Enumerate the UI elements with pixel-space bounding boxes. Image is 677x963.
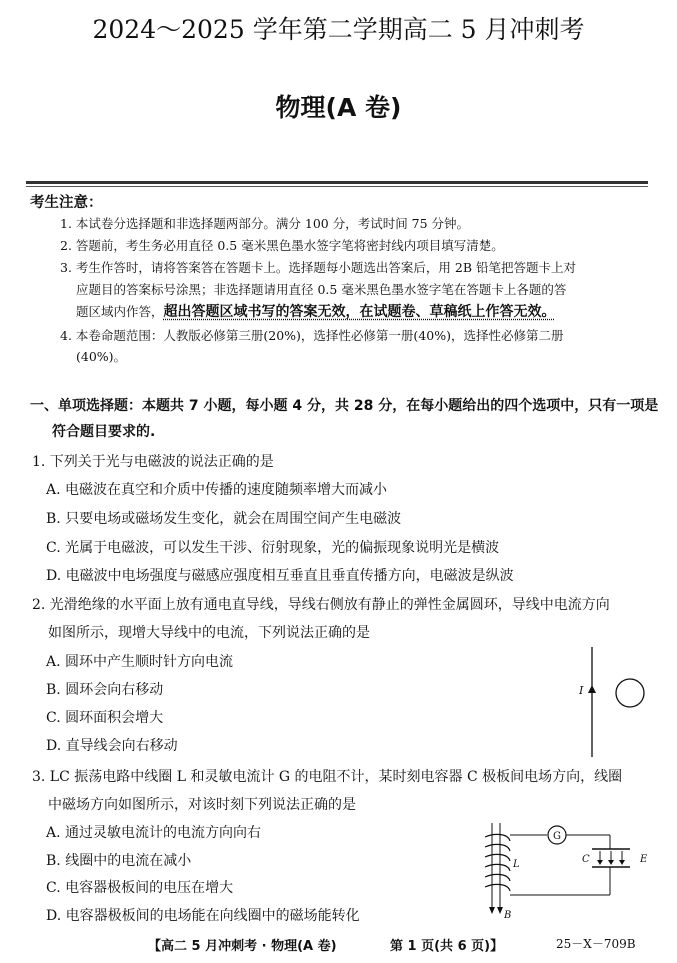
- footer-code: 25－X－709B: [556, 937, 636, 951]
- question-2-stem-line-2: 如图所示，现增大导线中的电流，下列说法正确的是: [48, 625, 370, 641]
- capacitor-label-c: C: [582, 854, 590, 865]
- galvanometer-label: G: [553, 831, 561, 842]
- field-arrow-left-icon: [489, 907, 495, 914]
- notice-item-2: 2. 答题前，考生务必用直径 0.5 毫米黑色墨水签字笔将密封线内项目填写清楚。: [60, 238, 504, 253]
- notice-emphasis: 超出答题区域书写的答案无效，在试题卷、草稿纸上作答无效。: [163, 304, 556, 320]
- metal-ring: [616, 679, 644, 707]
- divider-thin: [26, 186, 648, 187]
- field-label-e: E: [640, 854, 648, 865]
- field-label-b: B: [504, 910, 512, 920]
- coil-label-l: L: [513, 859, 520, 870]
- question-2-option-a: A. 圆环中产生顺时针方向电流: [46, 654, 234, 670]
- coil-windings: [485, 834, 510, 891]
- question-3-figure: [480, 815, 660, 920]
- question-3-stem-line-1: 3. LC 振荡电路中线圈 L 和灵敏电流计 G 的电阻不计，某时刻电容器 C 极板间电场方向，线圈: [32, 769, 623, 785]
- current-label: I: [579, 684, 584, 697]
- notice-item-3-line-3: [76, 301, 556, 321]
- notice-item-4-line-2: (40%)。: [76, 349, 127, 364]
- notice-item-3-line-1: 3. 考生作答时，请将答案答在答题卡上。选择题每小题选出答案后，用 2B 铅笔把答题卡上对: [60, 260, 576, 275]
- question-1-stem: 1. 下列关于光与电磁波的说法正确的是: [32, 454, 274, 470]
- notice-item-3-line-2: 应题目的答案标号涂黑；非选择题请用直径 0.5 毫米黑色墨水签字笔在答题卡上各题的答: [76, 282, 567, 297]
- question-2-option-b: B. 圆环会向右移动: [46, 682, 164, 698]
- subject-title: 物理(A 卷): [275, 93, 402, 122]
- section-heading-line-1: 一、单项选择题：本题共 7 小题，每小题 4 分，共 28 分，在每小题给出的四个选项中，只有一项是: [30, 398, 659, 414]
- question-3-option-b: B. 线圈中的电流在减小: [46, 853, 192, 869]
- question-3-option-d: D. 电容器极板间的电场能在向线圈中的磁场能转化: [46, 908, 360, 924]
- current-arrow-icon: [588, 685, 596, 693]
- question-1-option-b: B. 只要电场或磁场发生变化，就会在周围空间产生电磁波: [46, 511, 402, 527]
- question-3-option-c: C. 电容器极板间的电压在增大: [46, 880, 234, 896]
- notice-heading: 考生注意：: [30, 195, 103, 211]
- notice-item-4-line-1: 4. 本卷命题范围：人教版必修第三册(20%)，选择性必修第一册(40%)，选择性必修第二册: [60, 328, 564, 343]
- question-3-option-a: A. 通过灵敏电流计的电流方向向右: [46, 825, 262, 841]
- question-1-option-d: D. 电磁波中电场强度与磁感应强度相互垂直且垂直传播方向，电磁波是纵波: [46, 568, 514, 584]
- e-field-arrow-1-icon: [597, 860, 603, 865]
- footer-page: 第 1 页(共 6 页)】: [390, 939, 504, 954]
- field-arrow-right-icon: [497, 907, 503, 914]
- question-2-option-c: C. 圆环面积会增大: [46, 710, 164, 726]
- notice-item-1: 1. 本试卷分选择题和非选择题两部分。满分 100 分，考试时间 75 分钟。: [60, 216, 470, 231]
- question-2-option-d: D. 直导线会向右移动: [46, 738, 178, 754]
- divider-thick: [26, 181, 648, 184]
- question-2-stem-line-1: 2. 光滑绝缘的水平面上放有通电直导线，导线右侧放有静止的弹性金属圆环，导线中电流方向: [32, 597, 610, 613]
- exam-title: 2024～2025 学年第二学期高二 5 月冲刺考: [92, 15, 585, 44]
- question-1-option-c: C. 光属于电磁波，可以发生干涉、衍射现象，光的偏振现象说明光是横波: [46, 540, 500, 556]
- question-1-option-a: A. 电磁波在真空和介质中传播的速度随频率增大而减小: [46, 482, 388, 498]
- e-field-arrow-3-icon: [619, 860, 625, 865]
- notice-item-3-line-3-text: 题区域内作答，: [76, 304, 164, 319]
- question-2-figure: [575, 645, 655, 760]
- section-heading-line-2: 符合题目要求的.: [52, 424, 156, 440]
- e-field-arrow-2-icon: [608, 860, 614, 865]
- footer-title: 【高二 5 月冲刺考 · 物理(A 卷): [148, 939, 337, 954]
- question-3-stem-line-2: 中磁场方向如图所示，对该时刻下列说法正确的是: [48, 797, 356, 813]
